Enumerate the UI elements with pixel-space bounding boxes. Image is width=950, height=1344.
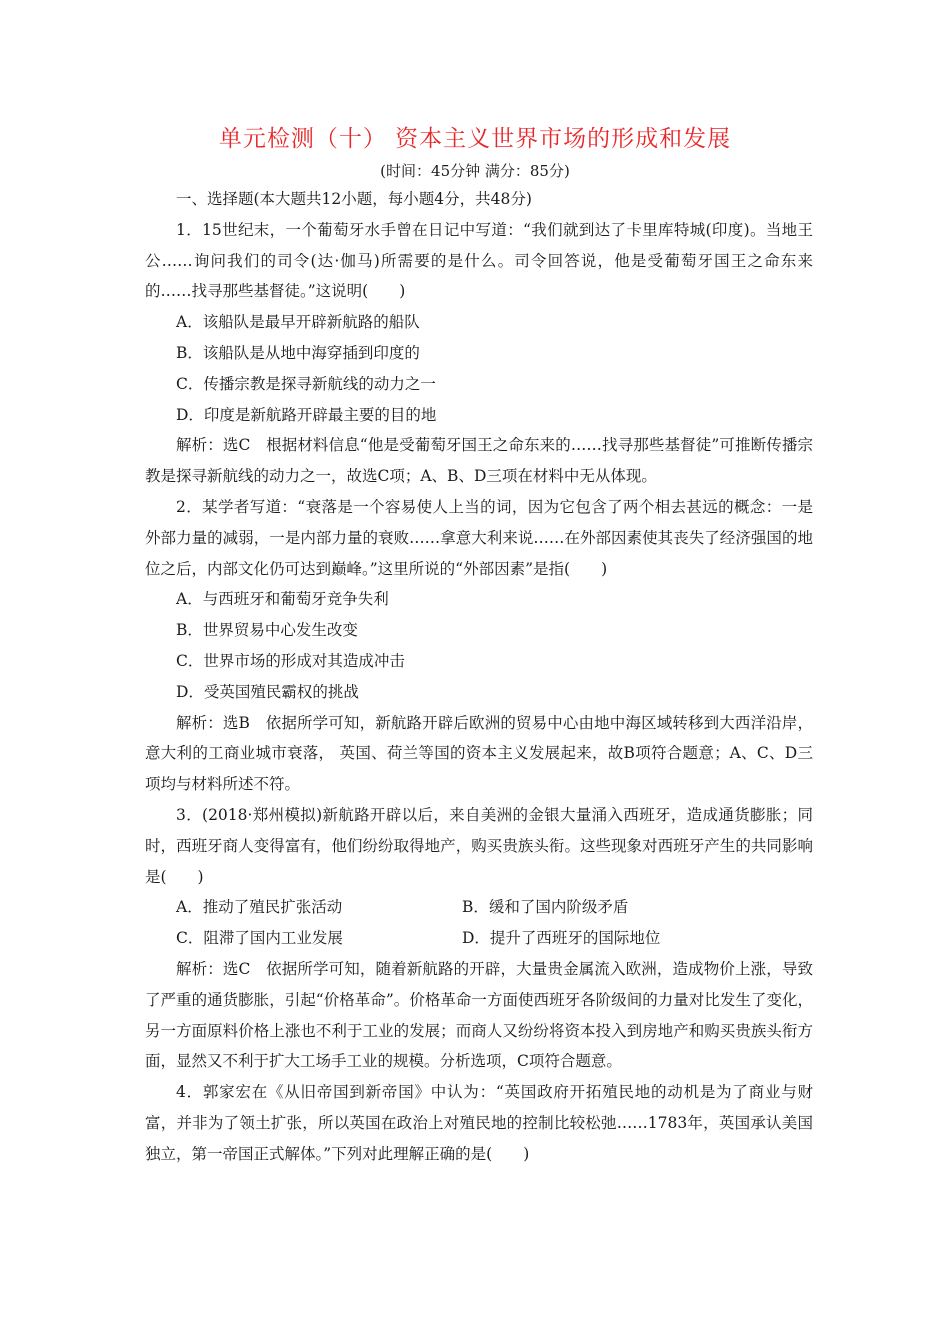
- question-1-option-c: C．传播宗教是探寻新航线的动力之一: [176, 374, 436, 393]
- question-3-option-b: B．缓和了国内阶级矛盾: [462, 898, 629, 917]
- question-3-option-c: C．阻滞了国内工业发展: [176, 929, 343, 948]
- question-3-options-row-1: [145, 892, 813, 923]
- question-3-option-d: D．提升了西班牙的国际地位: [462, 929, 661, 948]
- question-2-stem: 2．某学者写道：“衰落是一个容易使人上当的词，因为它包含了两个相去甚远的概念：一是外部力量的减弱，一是内部力量的衰败……拿意大利来说……在外部因素使其丧失了经济强国的地位之后，内部文化仍可达到巅峰。”这里所说的“外部因素”是指( ): [145, 497, 813, 578]
- question-3-options-row-2: [145, 923, 813, 954]
- question-3-option-a: A．推动了殖民扩张活动: [176, 898, 343, 917]
- question-1-option-a: A．该船队是最早开辟新航路的船队: [176, 313, 420, 332]
- question-1-option-b: B．该船队是从地中海穿插到印度的: [176, 343, 420, 362]
- question-2-analysis: 解析：选B 依据所学可知，新航路开辟后欧洲的贸易中心由地中海区域转移到大西洋沿岸， 意大利的工商业城市衰落， 英国、荷兰等国的资本主义发展起来，故B项符合题意；A、C、D三项均与材料所述不符。: [145, 713, 813, 794]
- question-2-option-b: B．世界贸易中心发生改变: [176, 621, 358, 640]
- question-1-analysis: 解析：选C 根据材料信息“他是受葡萄牙国王之命东来的……找寻那些基督徒”可推断传播宗教是探寻新航线的动力之一，故选C项；A、B、D三项在材料中无从体现。: [145, 436, 813, 486]
- section-heading: 一、选择题(本大题共12小题，每小题4分，共48分): [176, 190, 532, 208]
- question-2-option-c: C．世界市场的形成对其造成冲击: [176, 651, 405, 670]
- document-body: [145, 184, 813, 1170]
- question-3-stem: 3．(2018·郑州模拟)新航路开辟以后，来自美洲的金银大量涌入西班牙，造成通货膨胀；同时，西班牙商人变得富有，他们纷纷取得地产，购买贵族头衔。这些现象对西班牙产生的共同影响是( ): [145, 805, 813, 886]
- question-4-stem: 4．郭家宏在《从旧帝国到新帝国》中认为：“英国政府开拓殖民地的动机是为了商业与财富，并非为了领土扩张，所以英国在政治上对殖民地的控制比较松弛……1783年，英国承认美国独立，第一帝国正式解体。”下列对此理解正确的是( ): [145, 1083, 813, 1163]
- question-1-option-d: D．印度是新航路开辟最主要的目的地: [176, 405, 437, 424]
- question-2-option-a: A．与西班牙和葡萄牙竞争失利: [176, 590, 389, 609]
- question-3-analysis: 解析：选C 依据所学可知，随着新航路的开辟，大量贵金属流入欧洲，造成物价上涨，导致了严重的通货膨胀，引起“价格革命”。价格革命一方面使西班牙各阶级间的力量对比发生了变化，另一方面原料价格上涨也不利于工业的发展；而商人又纷纷将资本投入到房地产和购买贵族头衔方面，显然又不利于扩大工场手工业的规模。分析选项，C项符合题意。: [145, 959, 813, 1071]
- exam-info: (时间：45分钟 满分：85分): [380, 162, 570, 180]
- question-2-option-d: D．受英国殖民霸权的挑战: [176, 682, 359, 701]
- page-title: 单元检测（十） 资本主义世界市场的形成和发展: [218, 126, 732, 152]
- question-1-stem: 1．15世纪末，一个葡萄牙水手曾在日记中写道：“我们就到达了卡里库特城(印度)。当地王公……询问我们的司令(达·伽马)所需要的是什么。司令回答说，他是受葡萄牙国王之命东来的……找寻那些基督徒。”这说明( ): [145, 220, 813, 301]
